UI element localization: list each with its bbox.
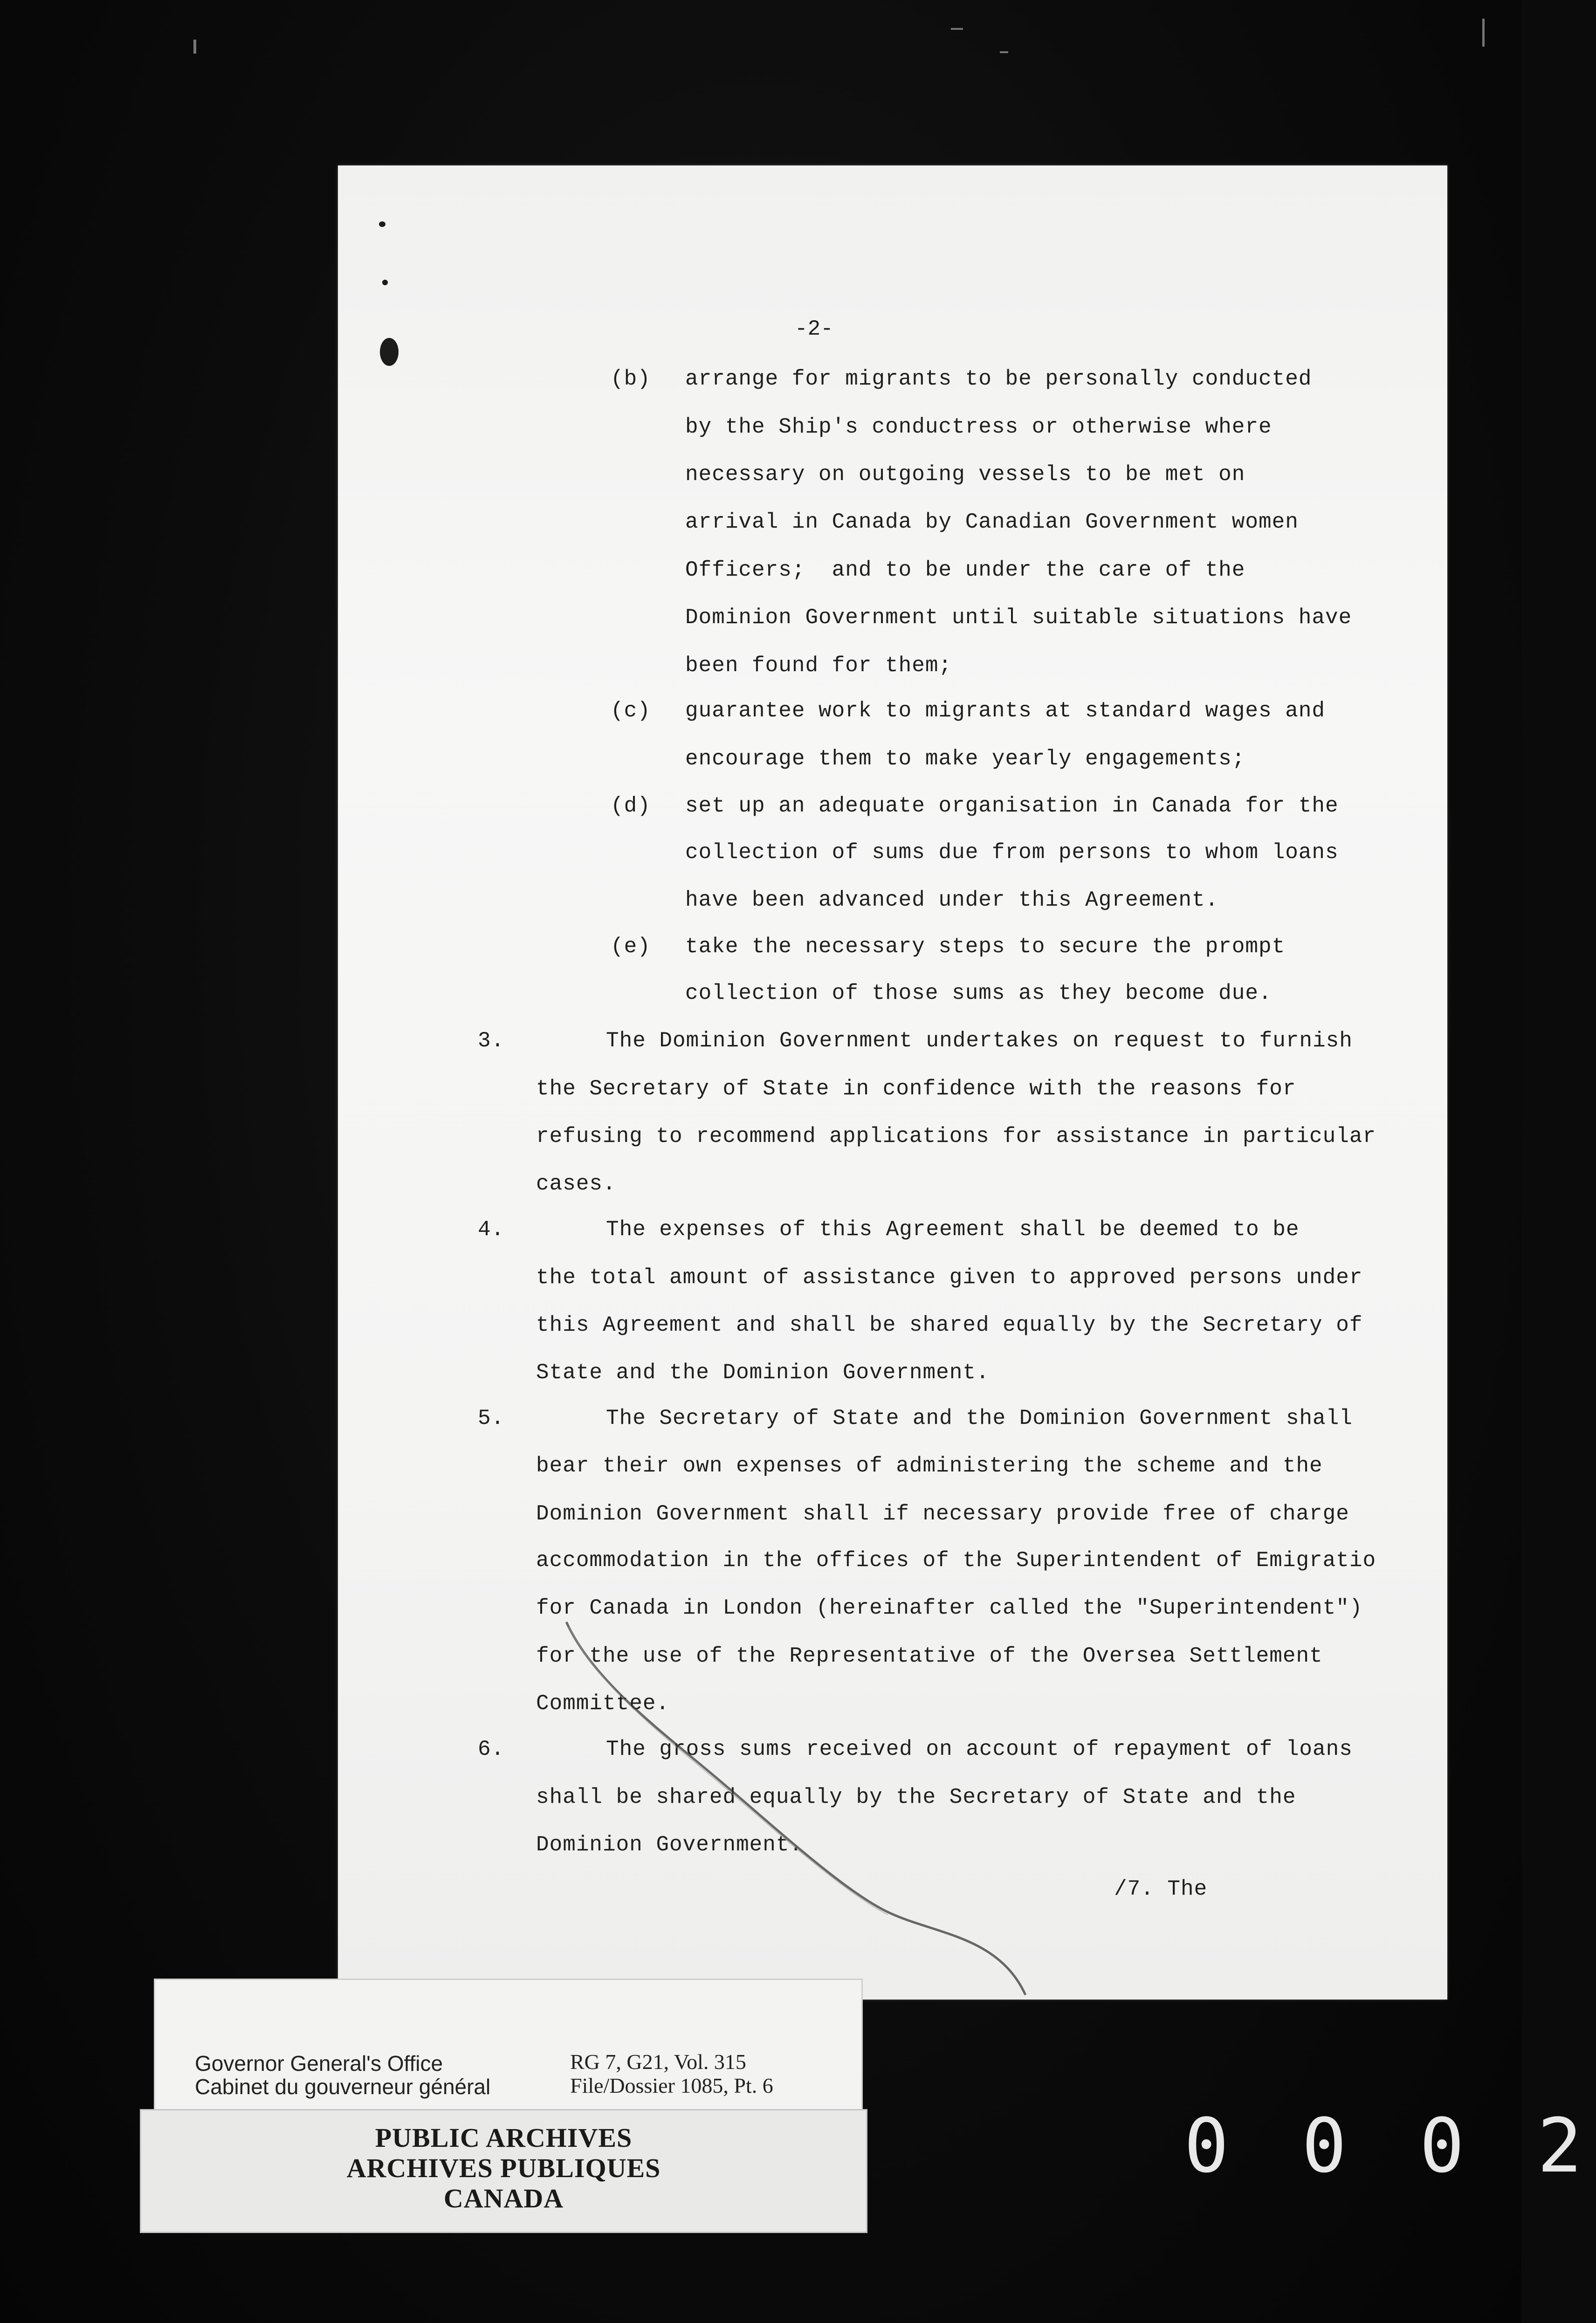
document-line: The Dominion Government undertakes on request to furnish (606, 1029, 1353, 1053)
clause-marker: (e) (611, 935, 651, 959)
document-line: bear their own expenses of administering the scheme and the (536, 1454, 1323, 1478)
document-line: shall be shared equally by the Secretary of State and the (536, 1785, 1296, 1809)
archive-reference-label (154, 1979, 863, 2128)
document-line: guarantee work to migrants at standard wages and (685, 699, 1326, 723)
document-line: necessary on outgoing vessels to be met on (685, 462, 1245, 487)
document-line: /7. The (1114, 1877, 1208, 1901)
document-line: by the Ship's conductress or otherwise where (685, 415, 1272, 439)
document-line: refusing to recommend applications for assistance in particular (536, 1124, 1376, 1148)
clause-marker: 5. (478, 1406, 505, 1430)
stamp-line-1: PUBLIC ARCHIVES (375, 2123, 633, 2153)
document-line: arrange for migrants to be personally conducted (685, 367, 1312, 391)
document-line: The expenses of this Agreement shall be deemed to be (606, 1217, 1300, 1242)
clause-marker: 3. (478, 1029, 505, 1053)
frame-number: 0 0 0 2 (1184, 2102, 1596, 2189)
document-line: The gross sums received on account of repayment of loans (606, 1737, 1353, 1761)
document-line: take the necessary steps to secure the prompt (685, 935, 1286, 959)
document-line: for the use of the Representative of the Oversea Settlement (536, 1644, 1323, 1668)
public-archives-stamp (140, 2109, 867, 2233)
clause-marker: (b) (611, 367, 651, 391)
document-line: the total amount of assistance given to approved persons under (536, 1265, 1363, 1290)
document-line: State and the Dominion Government. (536, 1361, 990, 1385)
document-line: been found for them; (685, 653, 952, 678)
clause-marker: (c) (611, 699, 651, 723)
document-line: Officers; and to be under the care of the (685, 558, 1245, 582)
document-line: arrival in Canada by Canadian Government women (685, 510, 1299, 534)
document-line: Dominion Government shall if necessary provide free of charge (536, 1502, 1349, 1526)
office-name-fr: Cabinet du gouverneur général (195, 2075, 491, 2099)
stamp-line-3: CANADA (443, 2183, 564, 2213)
document-line: Dominion Government. (536, 1833, 803, 1857)
clause-marker: 6. (478, 1737, 505, 1761)
document-line: Committee. (536, 1691, 670, 1716)
document-line: The Secretary of State and the Dominion Government shall (606, 1406, 1353, 1430)
document-line: have been advanced under this Agreement. (685, 888, 1219, 912)
file-dossier-ref: File/Dossier 1085, Pt. 6 (570, 2074, 773, 2097)
record-group-ref: RG 7, G21, Vol. 315 (570, 2050, 746, 2074)
clause-marker: 4. (478, 1217, 505, 1242)
document-line: collection of those sums as they become due. (685, 981, 1272, 1005)
document-line: this Agreement and shall be shared equally by the Secretary of (536, 1313, 1363, 1337)
stamp-line-2: ARCHIVES PUBLIQUES (346, 2153, 661, 2183)
document-line: the Secretary of State in confidence with the reasons for (536, 1077, 1296, 1101)
document-line: cases. (536, 1172, 616, 1196)
document-line: encourage them to make yearly engagements; (685, 747, 1245, 771)
document-line: for Canada in London (hereinafter called the "Superintendent") (536, 1596, 1363, 1620)
clause-marker: (d) (611, 794, 651, 818)
document-line: set up an adequate organisation in Canada for the (685, 794, 1339, 818)
document-line: accommodation in the offices of the Superintendent of Emigratio (536, 1548, 1376, 1573)
document-line: collection of sums due from persons to whom loans (685, 840, 1339, 865)
page-number: -2- (795, 317, 833, 341)
office-name-en: Governor General's Office (195, 2051, 443, 2076)
document-line: Dominion Government until suitable situations have (685, 605, 1352, 630)
